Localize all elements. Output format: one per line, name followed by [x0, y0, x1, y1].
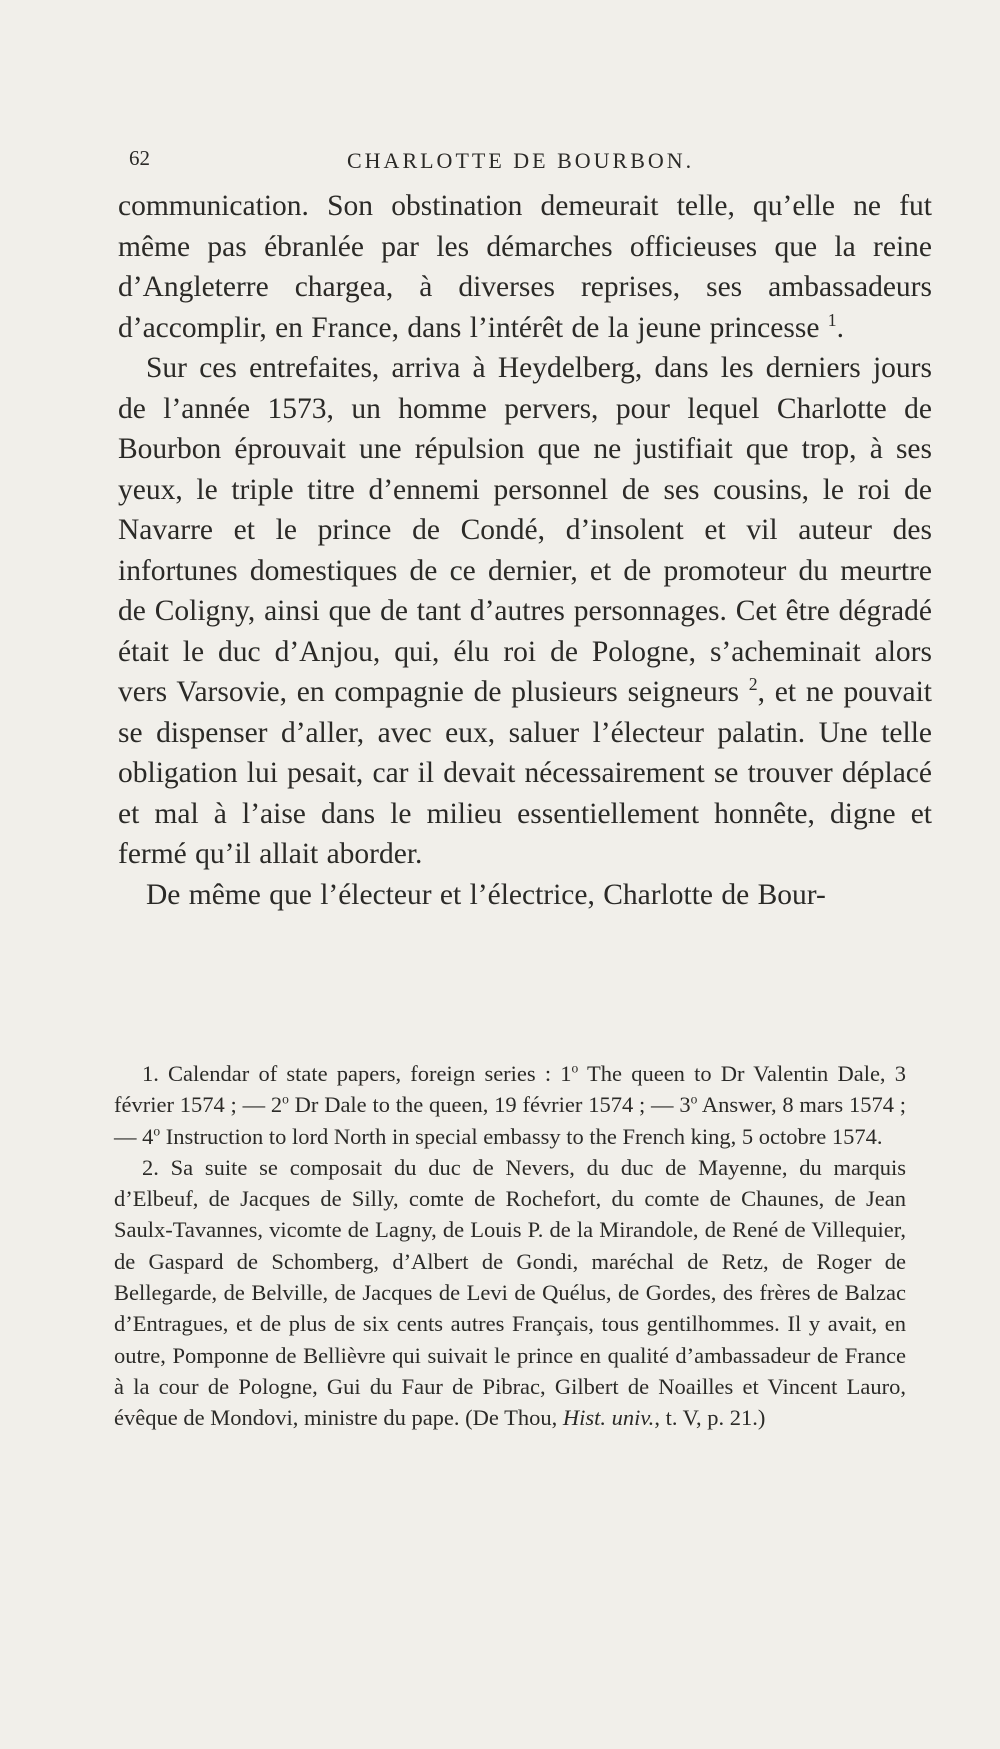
footnote-text: 2. Sa suite se composait du duc de Nevers, du duc de Mayenne, du marquis d’Elbeuf, de Jacques de Silly, comte de Rochefort, du comte de Chaunes, de Jean Saulx-Tavannes, vicomte de Lagny, de Louis P. de la Mirandole, de René de Villequier, de Gaspard de Schomberg, d’Albert de Gondi, maréchal de Retz, de Roger de Bellegarde, de Belville, de Jacques de Levi de Quélus, de Gordes, des frères de Balzac d’Entragues, et de plus de six cents autres Français, tous gentilhommes. Il y avait, en outre, Pomponne de Bellièvre qui suivait le prince en qualité d’ambassadeur de France à la cour de Pologne, Gui du Faur de Pibrac, Gilbert de Noailles et Vincent Lauro, évêque de Mondovi, ministre du pape. (De Thou,	[114, 1154, 906, 1431]
running-title: CHARLOTTE DE BOURBON.	[347, 148, 695, 173]
footnote-reference: 1	[827, 309, 837, 330]
footnote-text: Dr Dale to the queen, 19 février 1574 ; — 3	[288, 1092, 691, 1118]
page-number: 62	[129, 146, 150, 170]
footnote-text: Instruction to lord North in special embassy to the French king, 5 octobre 1574.	[160, 1123, 883, 1149]
paragraph	[118, 186, 932, 348]
paragraph-text: Sur ces entrefaites, arriva à Heydelberg, dans les derniers jours de l’année 1573, un homme pervers, pour lequel Charlotte de Bourbon éprouvait une répulsion que ne justifiait que trop, à ses yeux, le triple titre d’ennemi personnel de ses cousins, le roi de Navarre et le prince de Condé, d’insolent et vil auteur des infortunes domestiques de ce dernier, et de promoteur du meurtre de Coligny, ainsi que de tant d’autres personnages. Cet être dégradé était le duc d’Anjou, qui, élu roi de Pologne, s’acheminait alors vers Varsovie, en compagnie de plusieurs seigneurs	[118, 352, 932, 708]
paragraph	[118, 875, 932, 916]
footnote-text: Answer, 8 mars 1574 ; — 4	[114, 1092, 906, 1149]
paragraph-text: , et ne pouvait se dispenser d’aller, avec eux, saluer l’électeur palatin. Une telle obligation lui pesait, car il devait nécessairement se trouver déplacé et mal à l’aise dans le milieu essentiellement honnête, digne et fermé qu’il allait aborder.	[118, 676, 933, 870]
paragraph-end: .	[836, 311, 845, 344]
footnote-2	[114, 1152, 906, 1434]
footnote-reference: 2	[748, 674, 758, 695]
footnote-italic-title: Hist. univ.	[562, 1405, 655, 1431]
ordinal-mark: o	[282, 1091, 289, 1107]
ordinal-mark: o	[690, 1091, 698, 1107]
main-text	[118, 186, 932, 915]
paragraph	[118, 348, 932, 875]
ordinal-mark: o	[571, 1060, 579, 1076]
ordinal-mark: o	[153, 1123, 161, 1139]
footnotes	[114, 1058, 906, 1434]
paragraph-text: De même que l’électeur et l’électrice, Charlotte de Bour-	[146, 878, 826, 911]
footnote-text: 1. Calendar of state papers, foreign series : 1	[142, 1061, 572, 1086]
footnote-text: , t. V, p. 21.)	[654, 1405, 766, 1431]
page-header	[129, 146, 929, 186]
footnote-1	[114, 1058, 906, 1152]
paragraph-text: communication. Son obstination demeurait telle, qu’elle ne fut même pas ébranlée par les démarches officieuses que la reine d’Angleterre chargea, à diverses reprises, ses ambassadeurs d’accomplir, en France, dans l’intérêt de la jeune princesse	[118, 190, 932, 344]
footnote-text: The queen to Dr Valentin Dale, 3 février 1574 ; — 2	[114, 1061, 906, 1118]
